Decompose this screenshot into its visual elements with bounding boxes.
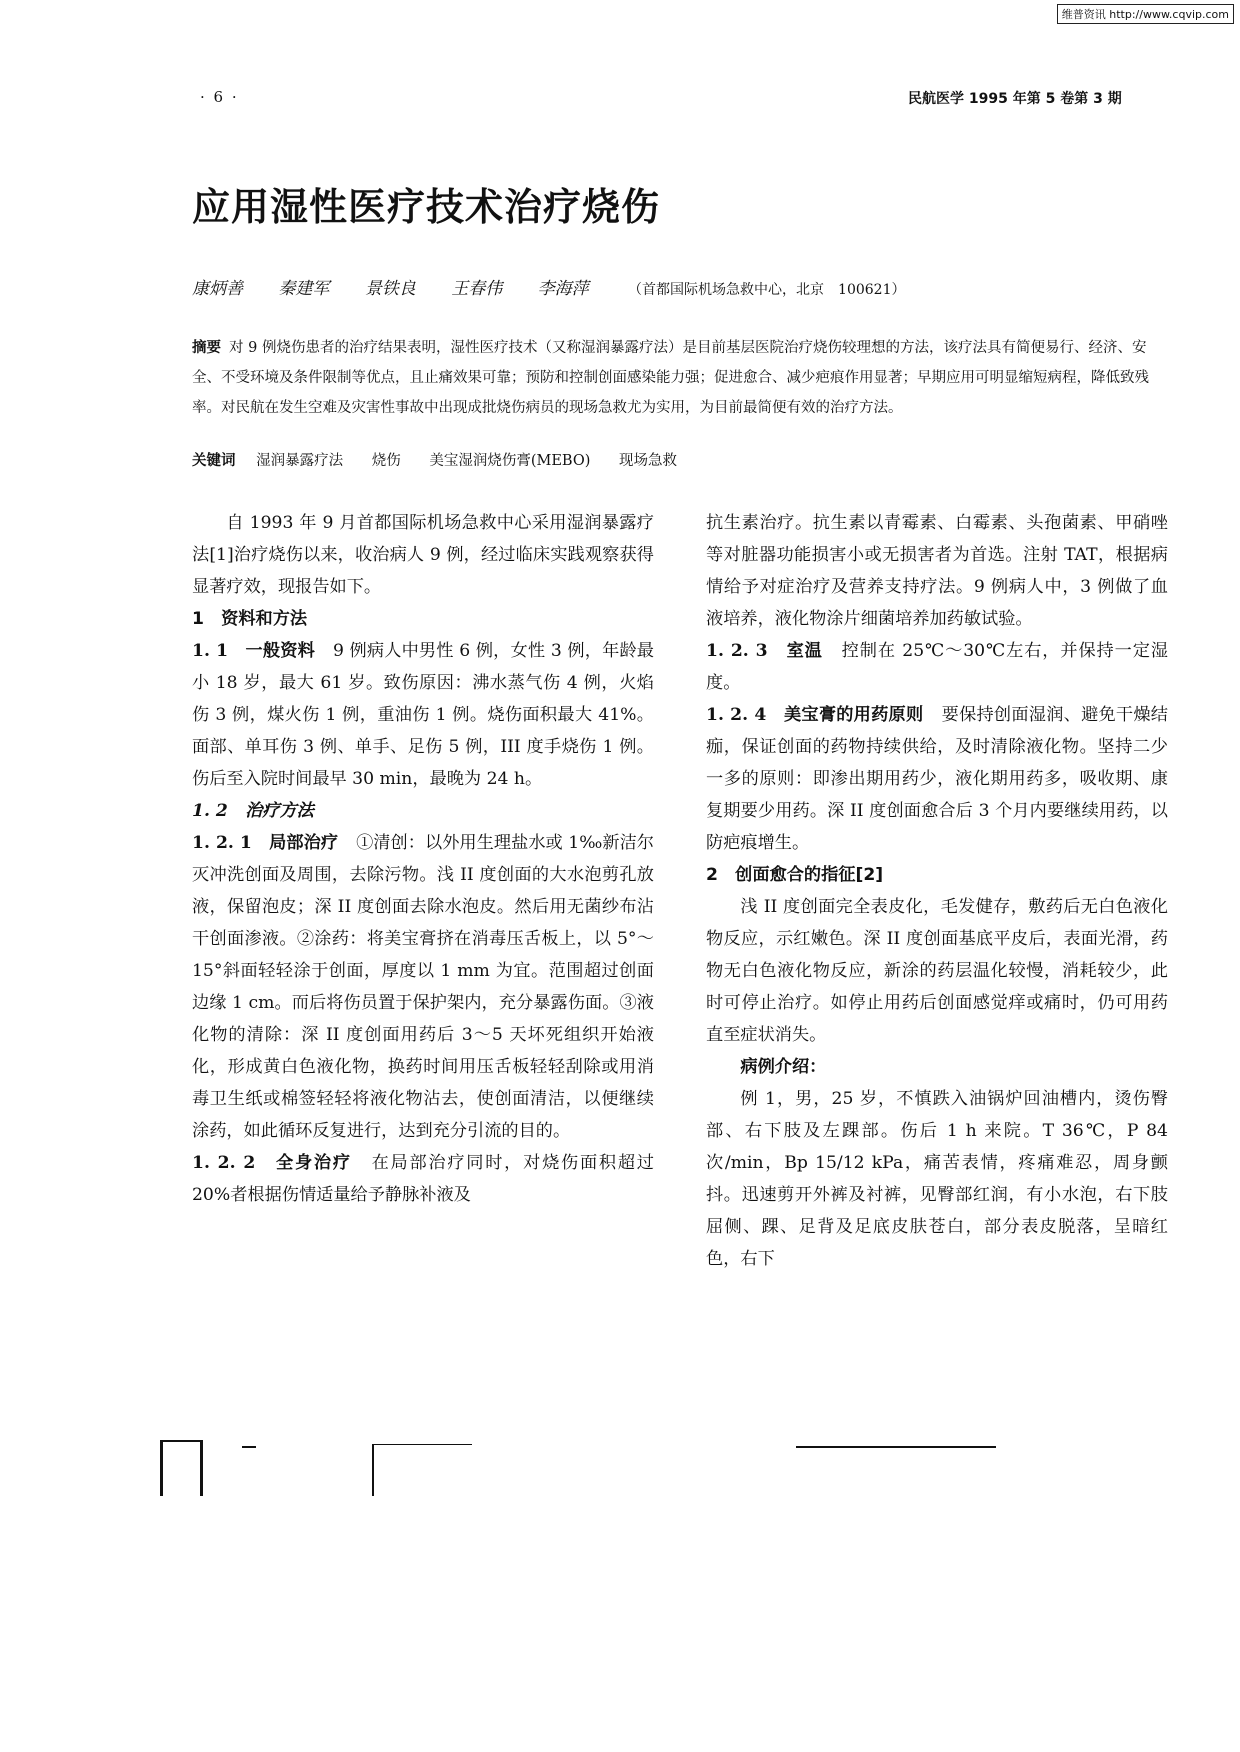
affiliation: （首都国际机场急救中心，北京 100621）	[628, 282, 906, 298]
subsection-heading: 1. 2. 3 室温	[706, 641, 823, 661]
scan-mark	[796, 1446, 996, 1448]
left-column	[192, 507, 654, 1211]
paragraph-text: 控制在 25℃～30℃左右，并保持一定湿度。	[706, 641, 1168, 693]
subsection-heading: 1. 1 一般资料	[192, 641, 315, 661]
paragraph	[192, 827, 654, 1147]
paragraph-text: ①清创：以外用生理盐水或 1‰新洁尔灭冲洗创面及周围，去除污物。浅 II 度创面的大水泡剪孔放液，保留泡皮；深 II 度创面去除水泡皮。然后用无菌纱布沾干创面渗液。②涂药：将美宝膏挤在消毒压舌板上，以 5°～15°斜面轻轻涂于创面，厚度以 1 mm 为宜。范围超过创面边缘 1 cm。而后将伤员置于保护架内，充分暴露伤面。③液化物的清除：深 II 度创面用药后 3～5 天坏死组织开始液化，形成黄白色液化物，换药时间用压舌板轻轻刮除或用消毒卫生纸或棉签轻轻将液化物沾去，使创面清洁，以便继续涂药，如此循环反复进行，达到充分引流的目的。	[192, 833, 654, 1141]
article-title: 应用湿性医疗技术治疗烧伤	[192, 185, 661, 229]
paragraph-text: 9 例病人中男性 6 例，女性 3 例，年龄最小 18 岁，最大 61 岁。致伤原因：沸水蒸气伤 4 例，火焰伤 3 例，煤火伤 1 例，重油伤 1 例。烧伤面积最大 41%。面部、单耳伤 3 例、单手、足伤 5 例，III 度手烧伤 1 例。伤后至入院时间最早 30 min，最晚为 24 h。	[192, 641, 654, 789]
paragraph: 浅 II 度创面完全表皮化，毛发健存，敷药后无白色液化物反应，示红嫩色。深 II 度创面基底平皮后，表面光滑，药物无白色液化物反应，新涂的药层温化较慢，消耗较少，此时可停止治疗。如停止用药后创面感觉痒或痛时，仍可用药直至症状消失。	[706, 897, 1168, 1045]
subsection-heading: 1. 2. 2 全身治疗	[192, 1153, 352, 1173]
keyword: 湿润暴露疗法	[256, 453, 344, 469]
subsection-heading: 1. 2. 4 美宝膏的用药原则	[706, 705, 924, 725]
author: 景铁良	[364, 279, 416, 299]
intro-paragraph: 自 1993 年 9 月首都国际机场急救中心采用湿润暴露疗法[1]治疗烧伤以来，收治病人 9 例，经过临床实践观察获得显著疗效，现报告如下。	[192, 513, 654, 597]
keyword: 烧伤	[371, 453, 401, 469]
watermark: 维普资讯 http://www.cqvip.com	[1057, 4, 1234, 24]
paragraph-text: 要保持创面湿润、避免干燥结痂，保证创面的药物持续供给，及时清除液化物。坚持二少一多的原则：即渗出期用药少，液化期用药多，吸收期、康复期要少用药。深 II 度创面愈合后 3 个月内要继续用药，以防疤痕增生。	[706, 705, 1168, 853]
author-names	[192, 279, 624, 299]
paragraph: 抗生素治疗。抗生素以青霉素、白霉素、头孢菌素、甲硝唑等对脏器功能损害小或无损害者为首选。注射 TAT，根据病情给予对症治疗及营养支持疗法。9 例病人中，3 例做了血液培养，液化物涂片细菌培养加药敏试验。	[706, 513, 1168, 629]
scan-mark	[242, 1446, 256, 1448]
paragraph	[192, 1147, 654, 1211]
right-column	[706, 507, 1168, 1275]
paragraph: 例 1，男，25 岁，不慎跌入油锅炉回油槽内，烫伤臀部、右下肢及左踝部。伤后 1 h 来院。T 36℃，P 84 次/min，Bp 15/12 kPa，痛苦表情，疼痛难忍，周身颤抖。迅速剪开外裤及衬裤，见臀部红润，有小水泡，右下肢屈侧、踝、足背及足底皮肤苍白，部分表皮脱落，呈暗红色，右下	[706, 1089, 1168, 1269]
scan-mark	[372, 1444, 374, 1496]
subsection-heading: 1. 2. 1 局部治疗	[192, 833, 339, 853]
author: 王春伟	[451, 279, 503, 299]
keyword: 现场急救	[619, 453, 677, 469]
journal-info: 民航医学 1995 年第 5 卷第 3 期	[908, 91, 1122, 107]
scan-mark	[200, 1440, 203, 1496]
page-number: · 6 ·	[200, 88, 239, 106]
keywords	[192, 449, 701, 470]
author: 康炳善	[192, 279, 243, 299]
author: 李海萍	[537, 279, 589, 299]
abstract-text: 对 9 例烧伤患者的治疗结果表明，湿性医疗技术（又称湿润暴露疗法）是目前基层医院治疗烧伤较理想的方法，该疗法具有简便易行、经济、安全、不受环境及条件限制等优点，且止痛效果可靠；预防和控制创面感染能力强；促进愈合、减少疤痕作用显著；早期应用可明显缩短病程，降低致残率。对民航在发生空难及灾害性事故中出现成批烧伤病员的现场急救尤为实用，为目前最简便有效的治疗方法。	[192, 340, 1149, 416]
abstract	[192, 333, 1172, 423]
abstract-label: 摘要	[192, 340, 221, 356]
section-heading: 2 创面愈合的指征[2]	[706, 865, 884, 885]
keyword: 美宝湿润烧伤膏(MEBO)	[429, 453, 591, 469]
scan-mark	[372, 1444, 472, 1445]
keywords-label: 关键词	[192, 453, 236, 469]
author-line	[192, 274, 905, 299]
paragraph	[706, 699, 1168, 859]
subsection-heading: 1. 2 治疗方法	[192, 801, 314, 821]
scan-mark	[160, 1440, 163, 1496]
section-heading: 1 资料和方法	[192, 609, 308, 629]
author: 秦建军	[278, 279, 330, 299]
paragraph-text: 在局部治疗同时，对烧伤面积超过 20%者根据伤情适量给予静脉补液及	[192, 1153, 654, 1205]
paragraph	[706, 635, 1168, 699]
case-heading: 病例介绍：	[740, 1057, 827, 1077]
scan-mark	[160, 1440, 202, 1442]
paragraph	[192, 635, 654, 795]
